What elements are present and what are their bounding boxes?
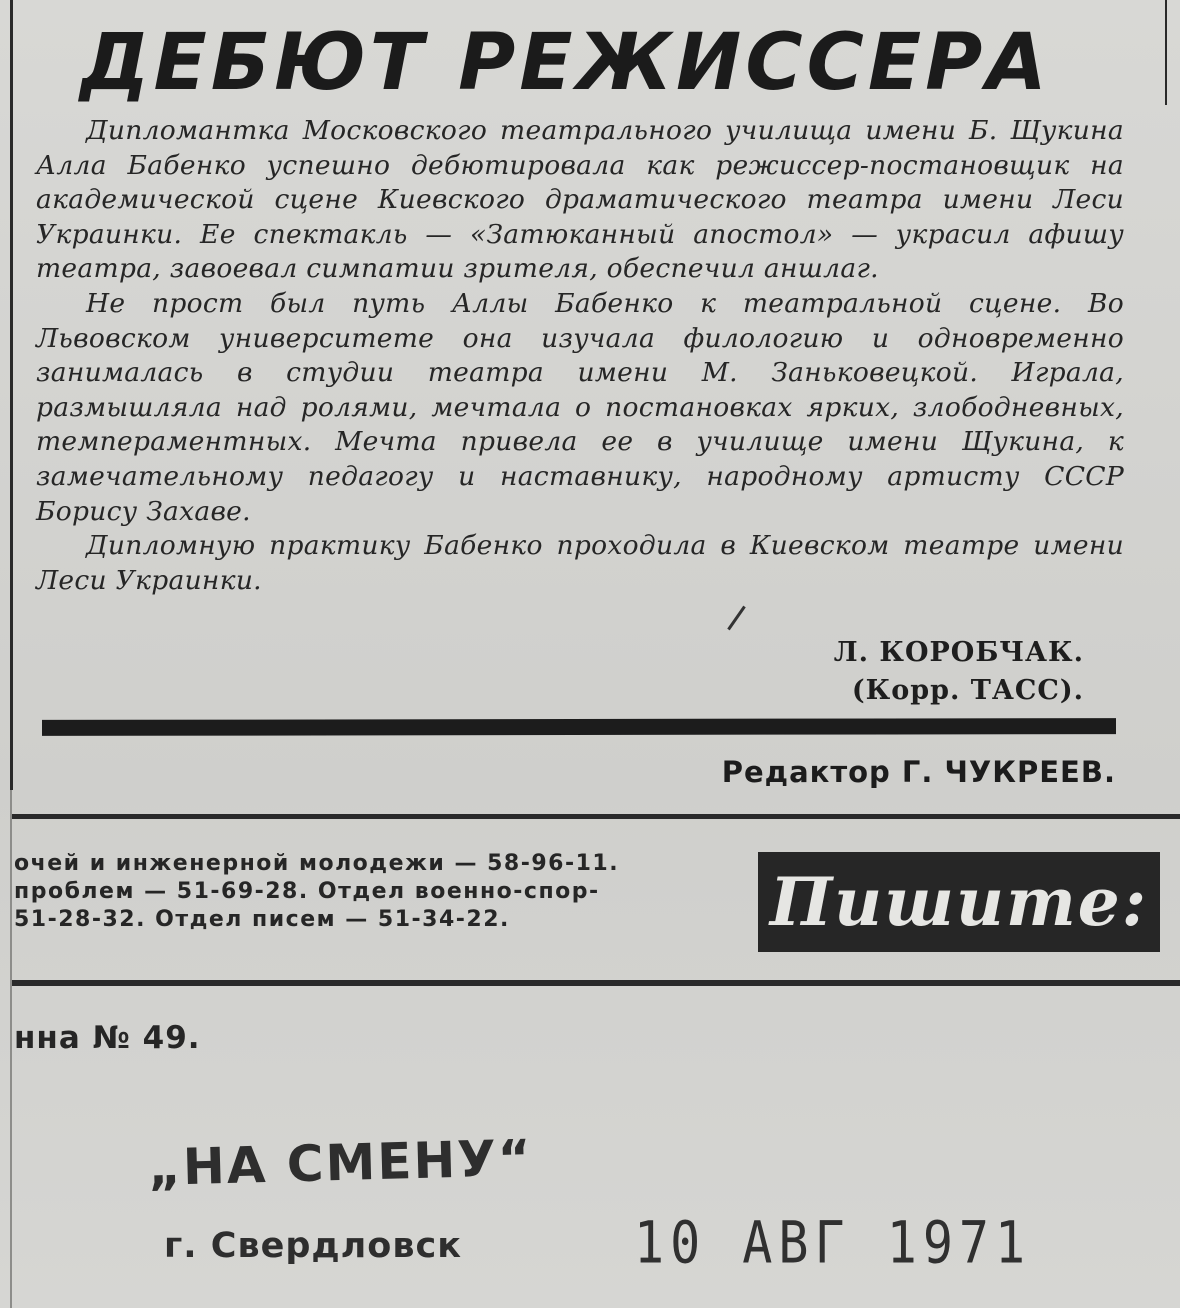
column-rule-left [10,0,13,790]
article-paragraph: Не прост был путь Аллы Бабенко к театральной сцене. Во Львовском университете она изучала филологию и одновременно занималась в студии театра имени М. Заньковецкой. Играла, размышляла над ролями, мечтала о постановках ярких, злободневных, темпераментных. Мечта привела ее в училище имени Щукина, к замечательному педагогу и наставнику, народному артисту СССР Борису Захаве. [36,287,1124,527]
footer-rule-top [12,814,1180,819]
author-affiliation: (Корр. ТАСС). [851,675,1084,706]
author-name: Л. КОРОБЧАК. [833,637,1084,668]
article-headline: ДЕБЮТ РЕЖИССЕРА [80,18,1051,108]
column-rule-right [1165,0,1167,105]
editorial-contacts [14,850,619,934]
article-byline [834,634,1084,710]
contact-line: 51-28-32. Отдел писем — 51-34-22. [14,907,510,932]
print-order-number: нна № 49. [14,1020,201,1056]
column-rule-left-faint [10,790,12,1308]
article-body [36,114,1124,598]
article-paragraph: Дипломную практику Бабенко проходила в Киевском театре имени Леси Украинки. [36,530,1124,596]
editor-credit: Редактор Г. ЧУКРЕЕВ. [721,755,1116,789]
contact-line: очей и инженерной молодежи — 58-96-11. [14,851,620,876]
write-to-us-logo [758,852,1160,952]
stamp-newspaper-title: „НА СМЕНУ“ [147,1128,534,1198]
logo-lettering: Пишите: [769,863,1149,941]
stamp-city: г. Свердловск [164,1226,462,1266]
pencil-mark [727,606,746,631]
footer-rule-bottom [12,980,1180,986]
section-divider [42,718,1116,736]
stamp-date: 10 АВГ 1971 [634,1209,1032,1277]
contact-line: проблем — 51-69-28. Отдел военно-спор- [14,879,600,904]
article-paragraph: Дипломантка Московского театрального училища имени Б. Щукина Алла Бабенко успешно дебютировала как режиссер-постановщик на академической сцене Киевского драматического театра имени Леси Украинки. Ее спектакль — «Затюканный апостол» — украсил афишу театра, завоевал симпатии зрителя, обеспечил аншлаг. [36,115,1124,285]
